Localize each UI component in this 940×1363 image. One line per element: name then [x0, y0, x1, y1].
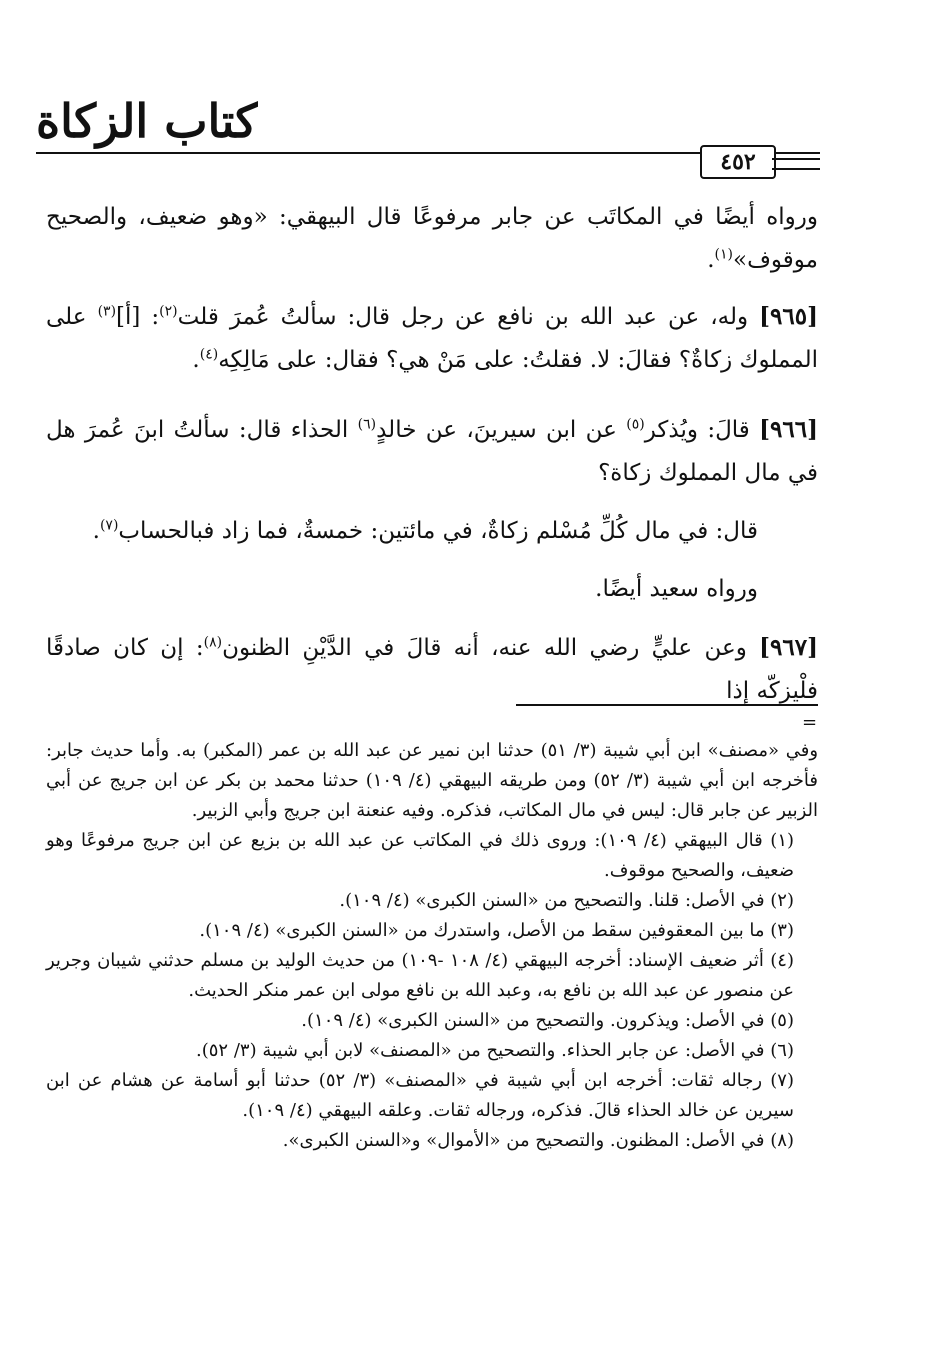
chapter-title: كتاب الزكاة [36, 94, 258, 148]
footnote-6: (٦) في الأصل: عن جابر الحذاء. والتصحيح من «المصنف» لابن أبي شيبة (٣/ ٥٢). [196, 1040, 794, 1061]
footnotes [46, 736, 818, 1156]
entry-965 [46, 295, 818, 382]
riwaya-text: ورواه سعيد أيضًا. [595, 576, 758, 602]
footnote-ref-6: (٦) [357, 416, 377, 433]
footnote-separator [516, 704, 818, 706]
entry-965-text-b: : [أ] [116, 304, 160, 330]
footnote-7: (٧) رجاله ثقات: أخرجه ابن أبي شيبة في «المصنف» (٣/ ٥٢) حدثنا أبو أسامة عن هشام عن ابن سيرين عن خالد الحذاء قالَ. فذكره، ورجاله ثقات. وعلقه البيهقي (٤/ ١٠٩). [46, 1070, 794, 1121]
footnote-ref-3: (٣) [97, 303, 117, 320]
paragraph-1: ورواه أيضًا في المكاتَب عن جابر مرفوعًا قال البيهقي: «وهو ضعيف، والصحيح موقوف»$^{(١)}$. [46, 204, 818, 273]
footnote-ref-4: (٤) [199, 346, 219, 363]
entry-965-end: . [192, 347, 200, 373]
footnote-continued: وفي «مصنف» ابن أبي شيبة (٣/ ٥١) حدثنا ابن نمير عن عبد الله بن عمر (المكبر) به. وأما حديث جابر: فأخرجه ابن أبي شيبة (٣/ ٥٢) ومن طريقه البيهقي (٤/ ١٠٩) حدثنا محمد بن بكر عن ابن جريج عن أبي الزبير عن جابر قال: ليس في مال المكاتب، فذكره. وفيه عنعنة ابن جريج وأبي الزبير. [46, 740, 819, 821]
page-number: ٤٥٢ [700, 145, 776, 179]
entry-number-965: [٩٦٥] [759, 303, 818, 330]
entry-966 [46, 408, 818, 495]
entry-966-text-c: الحذاء قال: سألتُ ابنَ عُمرَ هل في مال المملوك زكاة؟ [46, 417, 818, 486]
main-text [46, 196, 818, 282]
footnote-2: (٢) في الأصل: قلنا. والتصحيح من «السنن الكبرى» (٤/ ١٠٩). [339, 890, 794, 911]
paragraph-1-text: ورواه أيضًا في المكاتَب عن جابر مرفوعًا قال البيهقي: «وهو ضعيف، والصحيح موقوف» [46, 204, 818, 273]
entry-965-text-a: وله، عن عبد الله بن نافع عن رجل قال: سألتُ عُمرَ قلت [177, 304, 760, 330]
footnote-ref-2: (٢) [159, 303, 178, 320]
footnote-3: (٣) ما بين المعقوفين سقط من الأصل، واستدرك من «السنن الكبرى» (٤/ ١٠٩). [199, 920, 794, 941]
footnote-ref-5: (٥) [626, 416, 645, 433]
footnote-4: (٤) أثر ضعيف الإسناد: أخرجه البيهقي (٤/ ١٠٨ -١٠٩) من حديث الوليد بن مسلم حدثني شيبان وجرير عن منصور عن عبد الله بن نافع به، وعبد الله بن نافع مولى ابن عمر منكر الحديث. [46, 950, 794, 1001]
entry-966-text-a: قالَ: ويُذكر [644, 417, 760, 443]
entry-number-966: [٩٦٦] [759, 416, 818, 443]
entry-967 [46, 626, 818, 713]
footnote-ref-1: (١) [714, 246, 733, 263]
footnote-8: (٨) في الأصل: المظنون. والتصحيح من «الأموال» و«السنن الكبرى». [282, 1130, 794, 1151]
entry-number-967: [٩٦٧] [759, 634, 818, 661]
footnote-5: (٥) في الأصل: ويذكرون. والتصحيح من «السنن الكبرى» (٤/ ١٠٩). [301, 1010, 794, 1031]
riwaya-note [46, 568, 818, 611]
entry-967-text-b: : إن كان صادقًا فلْيزكّه إذا [46, 635, 818, 704]
answer-end: . [92, 518, 100, 544]
entry-965-text-c: على المملوك زكاةٌ؟ فقالَ: لا. فقلتُ: على مَنْ هي؟ فقال: على مَالِكِه [46, 304, 818, 373]
answer-text: قال: في مال كُلِّ مُسْلم زكاةٌ، في مائتين: خمسةٌ، فما زاد فبالحساب [118, 518, 758, 544]
footnote-ref-7: (٧) [99, 517, 119, 534]
entry-966-answer [46, 510, 818, 553]
header-double-rule [772, 158, 820, 170]
footnote-ref-8: (٨) [203, 634, 223, 651]
footnote-1: (١) قال البيهقي (٤/ ١٠٩): وروى ذلك في المكاتب عن عبد الله بن بزيع عن ابن جريج مرفوعًا وهو ضعيف، والصحيح موقوف. [46, 830, 795, 881]
continuation-mark: = [802, 712, 818, 733]
entry-966-text-b: عن ابن سيرينَ، عن خالدٍ [376, 417, 627, 443]
entry-967-text-a: وعن عليٍّ رضي الله عنه، أنه قالَ في الدَّيْنِ الظنون [222, 635, 760, 661]
